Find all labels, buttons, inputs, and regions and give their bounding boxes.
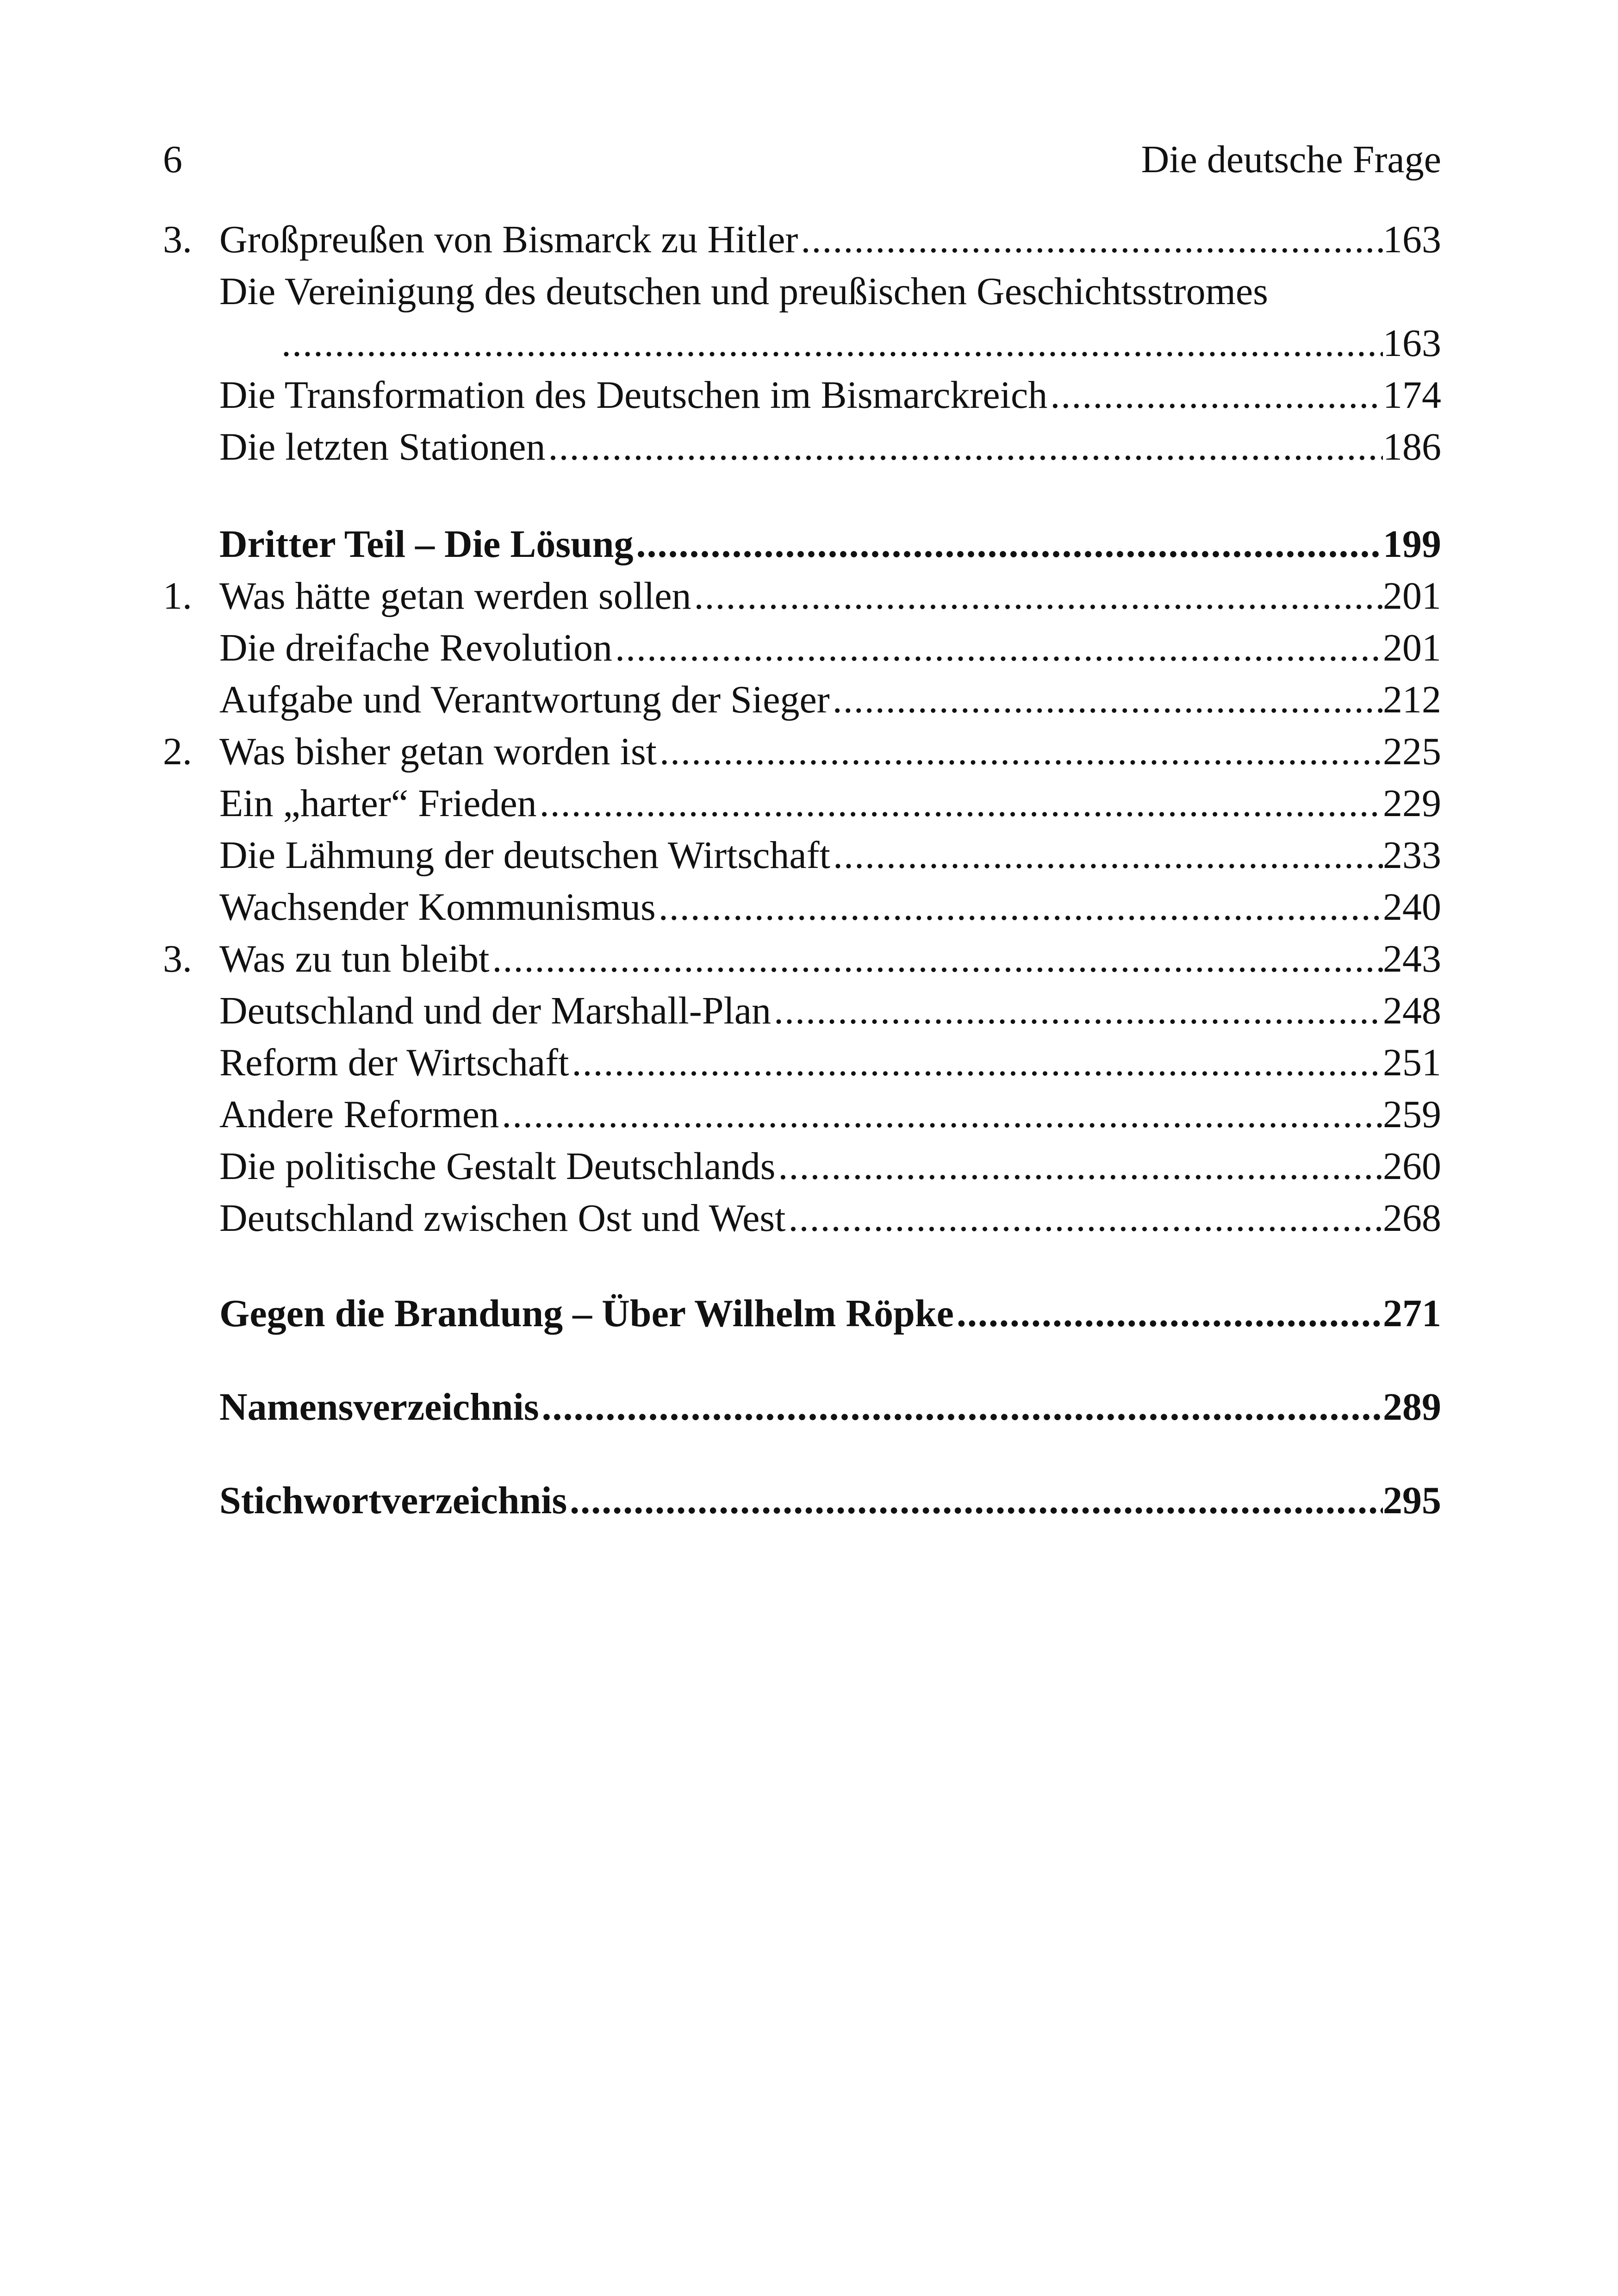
toc-subsection-label: Die dreifache Revolution [219,626,613,669]
toc-subsection-transformation[interactable] [163,369,1441,421]
toc-leader-dots [567,1475,1383,1527]
toc-chapter-label: Was bisher getan worden ist [219,730,657,773]
running-head [163,134,1441,185]
toc-subsection-aufgabe-sieger[interactable] [163,674,1441,726]
toc-subsection-vereinigung-line1[interactable] [163,266,1441,318]
toc-subsection-label: Aufgabe und Verantwortung der Sieger [219,678,830,721]
toc-subsection-ost-west[interactable] [163,1192,1441,1244]
toc-page-number: 248 [1383,989,1441,1032]
toc-subsection-politische-gestalt[interactable] [163,1141,1441,1192]
toc-leader-dots [545,421,1383,473]
toc-subsection-dreifache-revolution[interactable] [163,622,1441,674]
toc-subsection-kommunismus[interactable] [163,881,1441,933]
toc-subsection-label: Andere Reformen [219,1093,499,1136]
toc-part-label: Dritter Teil – Die Lösung [219,523,634,566]
toc-page-number: 225 [1383,730,1441,773]
toc-chapter-number: 2. [163,730,192,773]
toc-subsection-label: Reform der Wirtschaft [219,1041,569,1084]
toc-leader-dots [569,1037,1383,1089]
toc-spacer [163,1244,1441,1288]
toc-page-number: 174 [1383,374,1441,417]
toc-chapter-number: 3. [163,218,192,261]
toc-page-number: 271 [1383,1292,1441,1335]
toc-subsection-label: Die letzten Stationen [219,425,546,468]
toc-chapter-label: Großpreußen von Bismarck zu Hitler [219,218,798,261]
toc-page-number: 240 [1383,886,1441,929]
toc-leader-dots [539,1381,1383,1433]
toc-chapter-number: 1. [163,574,192,618]
running-title: Die deutsche Frage [1141,138,1441,181]
toc-subsection-laehmung[interactable] [163,830,1441,881]
toc-chapter-was-bisher[interactable] [163,726,1441,778]
toc-leader-dots [1047,369,1383,421]
toc-appendix-roepke[interactable] [163,1288,1441,1340]
toc-leader-dots [499,1089,1383,1141]
toc-subsection-label: Deutschland zwischen Ost und West [219,1197,786,1240]
toc-page-number: 268 [1383,1197,1441,1240]
toc-page-number: 259 [1383,1093,1441,1136]
toc-leader-dots [775,1141,1383,1192]
toc-leader-dots [691,570,1383,622]
toc-subsection-label: Deutschland und der Marshall-Plan [219,989,772,1032]
toc-subsection-label: Wachsender Kommunismus [219,886,656,929]
toc-appendix-label: Namensverzeichnis [219,1385,539,1429]
toc-subsection-andere-reformen[interactable] [163,1089,1441,1141]
toc-appendix-label: Gegen die Brandung – Über Wilhelm Röpke [219,1292,954,1335]
toc-page-number: 201 [1383,626,1441,669]
toc-appendix-label: Stichwortverzeichnis [219,1479,567,1522]
toc-leader-dots [279,318,1383,369]
toc-subsection-marshall-plan[interactable] [163,985,1441,1037]
toc-page-number: 163 [1383,218,1441,261]
toc-leader-dots [537,778,1383,830]
toc-leader-dots [771,985,1383,1037]
toc-page-number: 201 [1383,574,1441,618]
toc-chapter-label: Was hätte getan werden sollen [219,574,691,618]
toc-subsection-label: Die politische Gestalt Deutschlands [219,1145,776,1188]
toc-page-number: 295 [1383,1479,1441,1522]
toc-chapter-label: Was zu tun bleibt [219,937,490,980]
toc-subsection-label: Die Lähmung der deutschen Wirtschaft [219,834,830,877]
toc-page-number: 233 [1383,834,1441,877]
toc-chapter-was-zu-tun[interactable] [163,933,1441,985]
toc-appendix-namensverzeichnis[interactable] [163,1381,1441,1433]
toc-page-number: 243 [1383,937,1441,980]
toc-leader-dots [830,674,1383,726]
toc-spacer [163,473,1441,518]
toc-subsection-letzte-stationen[interactable] [163,421,1441,473]
toc-chapter-grosspreussen[interactable] [163,214,1441,266]
toc-leader-dots [785,1192,1383,1244]
toc-leader-dots [489,933,1383,985]
toc-leader-dots [656,881,1383,933]
toc-leader-dots [612,622,1383,674]
toc-chapter-number: 3. [163,937,192,980]
toc-subsection-harter-frieden[interactable] [163,778,1441,830]
toc-subsection-reform-wirtschaft[interactable] [163,1037,1441,1089]
toc-subsection-label: Ein „harter“ Frieden [219,782,537,825]
table-of-contents [163,214,1441,1527]
toc-page-number: 260 [1383,1145,1441,1188]
toc-page-number: 186 [1383,425,1441,468]
toc-subsection-vereinigung-line2[interactable] [163,318,1441,369]
toc-leader-dots [954,1288,1383,1340]
toc-leader-dots [830,830,1383,881]
toc-spacer [163,1433,1441,1475]
toc-page-number: 199 [1383,523,1441,566]
toc-spacer [163,1340,1441,1381]
toc-page-number: 251 [1383,1041,1441,1084]
toc-subsection-label: Die Vereinigung des deutschen und preußischen Geschichtsstromes [219,270,1268,313]
page-number: 6 [163,138,182,181]
toc-appendix-stichwortverzeichnis[interactable] [163,1475,1441,1527]
toc-subsection-label: Die Transformation des Deutschen im Bismarckreich [219,374,1048,417]
toc-page-number: 212 [1383,678,1441,721]
toc-page-number: 289 [1383,1385,1441,1429]
toc-page-number: 229 [1383,782,1441,825]
toc-leader-dots [633,518,1383,570]
toc-leader-dots [657,726,1383,778]
toc-leader-dots [798,214,1383,266]
toc-page-number: 163 [1383,322,1441,365]
toc-chapter-was-haette[interactable] [163,570,1441,622]
toc-part-dritter-teil[interactable] [163,518,1441,570]
